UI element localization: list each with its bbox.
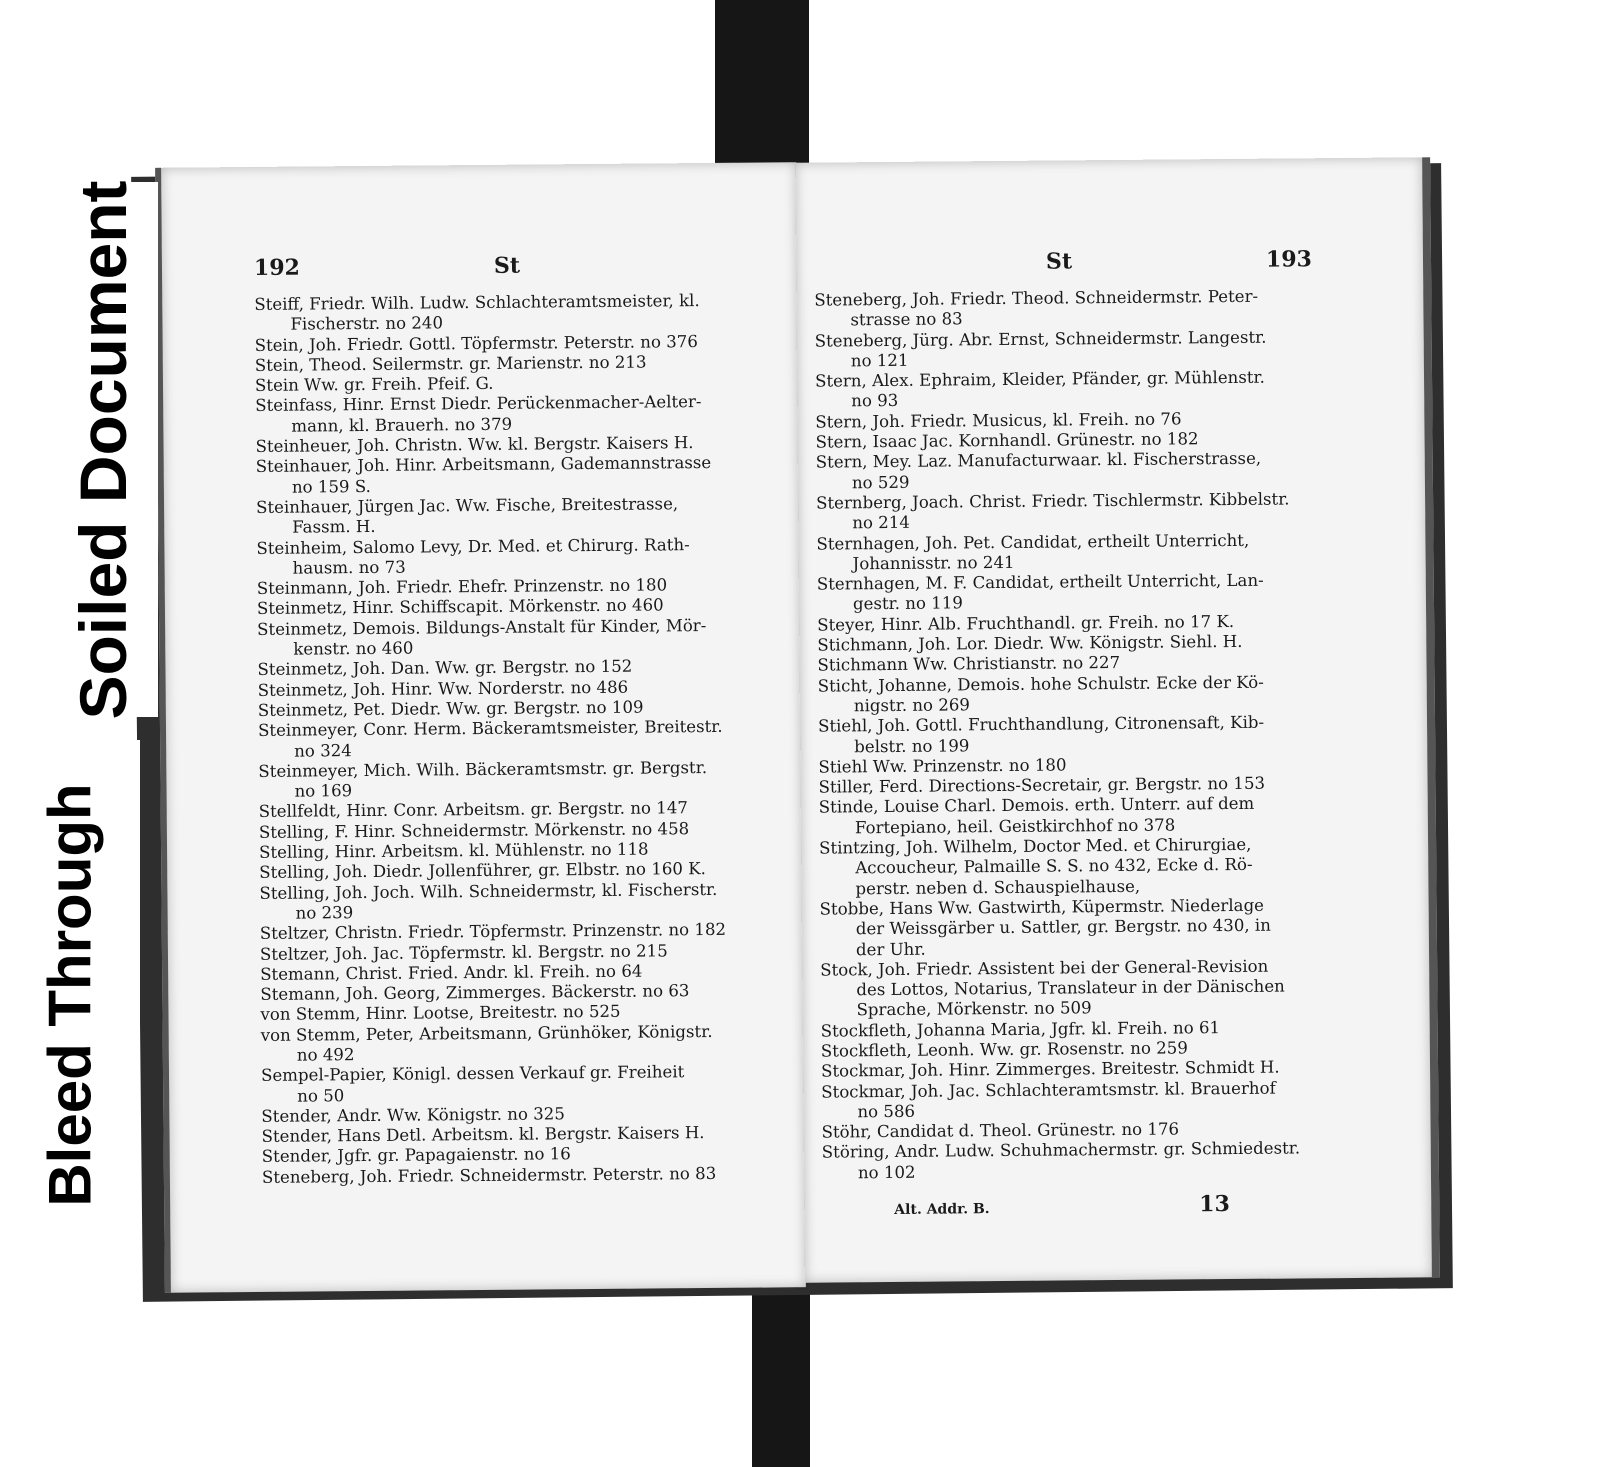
entry-continuation-line: Sprache, Mörkenstr. no 509 — [856, 998, 1092, 1020]
entry-main-line: Stockfleth, Johanna Maria, Jgfr. kl. Freih. no 61 — [820, 1017, 1221, 1041]
directory-entry — [254, 290, 774, 335]
entry-main-line: Steinfass, Hinr. Ernst Diedr. Perückenmacher-Aelter- — [255, 392, 702, 416]
entry-main-line: Stock, Joh. Friedr. Assistent bei der General-Revision — [820, 956, 1269, 980]
left-page-number: 192 — [253, 254, 301, 281]
bottom-ribbon — [752, 1280, 810, 1467]
entry-main-line: Stiehl, Joh. Gottl. Fruchthandlung, Citronensaft, Kib- — [817, 712, 1265, 736]
entry-main-line: Störing, Andr. Ludw. Schuhmachermstr. gr. Schmiedestr. — [821, 1138, 1301, 1163]
entry-main-line: Steltzer, Joh. Jac. Töpfermstr. kl. Bergstr. no 215 — [259, 940, 668, 964]
directory-entry — [255, 392, 775, 437]
entry-main-line: Steinmeyer, Conr. Herm. Bäckeramtsmeister, Breitestr. — [257, 717, 723, 741]
entry-main-line: Stobbe, Hans Ww. Gastwirth, Küpermstr. Niederlage — [819, 895, 1265, 919]
right-letter-head: St — [1045, 248, 1073, 275]
directory-entry — [817, 570, 1337, 615]
entry-main-line: Steinheuer, Joh. Christn. Ww. kl. Bergstr. Kaisers H. — [255, 433, 694, 457]
directory-entry — [816, 530, 1336, 575]
directory-entry — [816, 489, 1336, 534]
directory-entry — [816, 448, 1336, 493]
left-entry-list — [254, 290, 782, 1188]
entry-main-line: Steyer, Hinr. Alb. Fruchthandl. gr. Freih. no 17 K. — [817, 611, 1235, 635]
entry-continuation-line: Johannisstr. no 241 — [852, 552, 1015, 574]
entry-main-line: Stellfeldt, Hinr. Conr. Arbeitsm. gr. Bergstr. no 147 — [258, 798, 688, 822]
entry-continuation-line: perstr. neben d. Schauspielhause, — [855, 876, 1141, 898]
directory-entry — [259, 879, 779, 924]
entry-continuation-line: no 586 — [857, 1101, 916, 1122]
entry-main-line: Steinhauer, Jürgen Jac. Ww. Fische, Breitestrasse, — [255, 494, 679, 517]
entry-main-line: von Stemm, Peter, Arbeitsmann, Grünhöker, Königstr. — [260, 1021, 713, 1045]
entry-main-line: Steinmetz, Hinr. Schiffscapit. Mörkenstr. no 460 — [256, 595, 664, 619]
entry-main-line: Stockmar, Joh. Jac. Schlachteramtsmstr. kl. Brauerhof — [821, 1078, 1276, 1102]
entry-continuation-line: kenstr. no 460 — [293, 638, 414, 659]
entry-main-line: Stiehl Ww. Prinzenstr. no 180 — [818, 755, 1067, 777]
entry-continuation-line: no 102 — [857, 1162, 916, 1183]
entry-main-line: Stender, Jgfr. gr. Papagaienstr. no 16 — [261, 1144, 571, 1167]
directory-entry — [815, 327, 1335, 372]
directory-entry — [256, 493, 776, 538]
soiled-document-text: Soiled Document — [66, 179, 140, 720]
entry-main-line: Stern, Isaac Jac. Kornhandl. Grünestr. no 182 — [815, 429, 1199, 452]
entry-main-line: Steinmetz, Joh. Hinr. Ww. Norderstr. no 486 — [257, 677, 629, 700]
entry-main-line: Stern, Alex. Ephraim, Kleider, Pfänder, gr. Mühlenstr. — [814, 367, 1265, 391]
entry-continuation-line: no 529 — [851, 472, 910, 492]
entry-continuation-line: no 159 S. — [291, 476, 371, 497]
entry-main-line: Stockfleth, Leonh. Ww. gr. Rosenstr. no 259 — [820, 1038, 1188, 1061]
directory-entry — [819, 793, 1339, 838]
entry-continuation-line: no 492 — [296, 1045, 355, 1065]
bleed-through-text: Bleed Through — [36, 783, 104, 1207]
entry-continuation-line: no 93 — [851, 391, 899, 411]
signature-mark: Alt. Addr. B. — [894, 1201, 990, 1218]
entry-main-line: Stern, Joh. Friedr. Musicus, kl. Freih. no 76 — [815, 409, 1182, 432]
entry-main-line: Stinde, Louise Charl. Demois. erth. Unterr. auf dem — [818, 794, 1255, 818]
directory-entry — [819, 834, 1340, 899]
entry-main-line: Sempel-Papier, Königl. dessen Verkauf gr. Freiheit — [260, 1062, 685, 1086]
entry-main-line: Stöhr, Candidat d. Theol. Grünestr. no 176 — [821, 1119, 1180, 1142]
entry-continuation-line: no 214 — [852, 513, 910, 533]
entry-continuation-line: no 50 — [297, 1085, 345, 1106]
directory-entry — [256, 534, 776, 579]
entry-main-line: Stelling, Joh. Joch. Wilh. Schneidermstr, kl. Fischerstr. — [259, 879, 718, 903]
directory-entry — [821, 1078, 1341, 1123]
entry-main-line: Stichmann, Joh. Lor. Diedr. Ww. Königstr. Siehl. H. — [817, 631, 1243, 655]
entry-main-line: Stern, Mey. Laz. Manufacturwaar. kl. Fischerstrasse, — [815, 449, 1262, 472]
entry-main-line: Sternhagen, M. F. Candidat, ertheilt Unterricht, Lan- — [816, 570, 1264, 594]
left-letter-head: St — [493, 252, 521, 279]
right-page-number: 193 — [1265, 246, 1313, 273]
entry-continuation-line: der Weissgärber u. Sattler, gr. Bergstr. no 430, in — [855, 915, 1271, 939]
right-page — [795, 157, 1440, 1282]
directory-entry — [262, 1163, 782, 1188]
entry-main-line: Stelling, Joh. Diedr. Jollenführer, gr. Elbstr. no 160 K. — [259, 859, 706, 883]
directory-entry — [261, 1021, 781, 1066]
directory-entry — [820, 895, 1341, 960]
right-entry-list — [814, 286, 1342, 1184]
directory-entry — [256, 453, 776, 498]
sheet-number: 13 — [1199, 1191, 1230, 1218]
entry-continuation-line: mann, kl. Brauerh. no 379 — [291, 414, 513, 436]
directory-entry — [258, 757, 778, 802]
entry-main-line: Steneberg, Joh. Friedr. Theod. Schneidermstr. Peter- — [814, 286, 1259, 310]
directory-entry — [818, 672, 1338, 717]
directory-entry — [258, 717, 778, 762]
entry-continuation-line: no 324 — [294, 740, 352, 761]
entry-main-line: Stein, Theod. Seilermstr. gr. Marienstr. no 213 — [254, 352, 647, 375]
entry-main-line: Stemann, Joh. Georg, Zimmerges. Bäckerstr. no 63 — [260, 981, 690, 1005]
entry-continuation-line: hausm. no 73 — [292, 557, 406, 578]
entry-main-line: Stemann, Christ. Fried. Andr. kl. Freih. no 64 — [260, 961, 643, 984]
entry-continuation-line: Fortepiano, heil. Geistkirchhof no 378 — [854, 815, 1176, 838]
entry-main-line: Steinhauer, Joh. Hinr. Arbeitsmann, Gademannstrasse — [255, 453, 712, 477]
entry-main-line: Stelling, F. Hinr. Schneidermstr. Mörkenstr. no 458 — [258, 818, 690, 842]
directory-entry — [818, 712, 1338, 757]
entry-continuation-line: belstr. no 199 — [854, 735, 970, 756]
entry-continuation-line: no 169 — [294, 781, 353, 801]
entry-main-line: Stein, Joh. Friedr. Gottl. Töpfermstr. Peterstr. no 376 — [254, 331, 698, 355]
soiled-document-label — [48, 179, 158, 720]
entry-main-line: Sternberg, Joach. Christ. Friedr. Tischlermstr. Kibbelstr. — [816, 489, 1290, 513]
directory-entry — [257, 615, 777, 660]
entry-main-line: Stender, Andr. Ww. Königstr. no 325 — [261, 1104, 565, 1126]
entry-continuation-line: des Lottos, Notarius, Translateur in der Dänischen — [856, 976, 1285, 1000]
entry-main-line: Stintzing, Joh. Wilhelm, Doctor Med. et Chirurgiae, — [819, 834, 1252, 858]
entry-main-line: Stelling, Hinr. Arbeitsm. kl. Mühlenstr. no 118 — [258, 839, 649, 862]
entry-continuation-line: der Uhr. — [855, 939, 926, 959]
entry-main-line: Steinmetz, Joh. Dan. Ww. gr. Bergstr. no 152 — [257, 657, 633, 680]
entry-main-line: Stender, Hans Detl. Arbeitsm. kl. Bergstr. Kaisers H. — [261, 1123, 705, 1147]
entry-main-line: Steiff, Friedr. Wilh. Ludw. Schlachteramtsmeister, kl. — [254, 291, 700, 314]
entry-continuation-line: Fassm. H. — [292, 517, 376, 537]
directory-entry — [814, 286, 1334, 331]
entry-main-line: Stockmar, Joh. Hinr. Zimmerges. Breitestr. Schmidt H. — [820, 1057, 1280, 1081]
entry-continuation-line: Accoucheur, Palmaille S. S. no 432, Ecke d. Rö- — [855, 855, 1253, 878]
entry-main-line: Stichmann Ww. Christianstr. no 227 — [817, 653, 1121, 675]
entry-continuation-line: gestr. no 119 — [852, 593, 963, 614]
entry-main-line: Steinheim, Salomo Levy, Dr. Med. et Chirurg. Rath- — [256, 534, 690, 558]
entry-continuation-line: strasse no 83 — [850, 309, 963, 330]
entry-main-line: Steltzer, Christn. Friedr. Töpfermstr. Prinzenstr. no 182 — [259, 920, 727, 944]
entry-main-line: Steneberg, Jürg. Abr. Ernst, Schneidermstr. Langestr. — [814, 327, 1267, 351]
entry-continuation-line: Fischerstr. no 240 — [290, 313, 444, 334]
directory-entry — [815, 367, 1335, 412]
entry-main-line: Steinmetz, Pet. Diedr. Ww. gr. Bergstr. no 109 — [257, 697, 644, 720]
entry-continuation-line: nigstr. no 269 — [853, 695, 971, 716]
entry-main-line: Steinmann, Joh. Friedr. Ehefr. Prinzenstr. no 180 — [256, 575, 668, 599]
directory-entry — [822, 1139, 1342, 1184]
left-page — [155, 162, 806, 1293]
entry-continuation-line: no 121 — [850, 350, 909, 371]
entry-main-line: Stein Ww. gr. Freih. Pfeif. G. — [254, 374, 494, 396]
entry-continuation-line: no 239 — [295, 903, 354, 923]
entry-main-line: Sternhagen, Joh. Pet. Candidat, ertheilt Unterricht, — [816, 530, 1250, 554]
bleed-through-label — [0, 740, 140, 1250]
entry-main-line: von Stemm, Hinr. Lootse, Breitestr. no 525 — [260, 1002, 621, 1025]
entry-main-line: Steinmetz, Demois. Bildungs-Anstalt für Kinder, Mör- — [257, 615, 707, 639]
entry-main-line: Stiller, Ferd. Directions-Secretair, gr. Bergstr. no 153 — [818, 773, 1266, 797]
entry-main-line: Sticht, Johanne, Demois. hohe Schulstr. Ecke der Kö- — [817, 672, 1264, 696]
entry-main-line: Steinmeyer, Mich. Wilh. Bäckeramtsmstr. gr. Bergstr. — [258, 757, 708, 781]
entry-main-line: Steneberg, Joh. Friedr. Schneidermstr. Peterstr. no 83 — [261, 1163, 717, 1187]
directory-entry — [261, 1062, 781, 1107]
directory-entry — [820, 956, 1341, 1021]
